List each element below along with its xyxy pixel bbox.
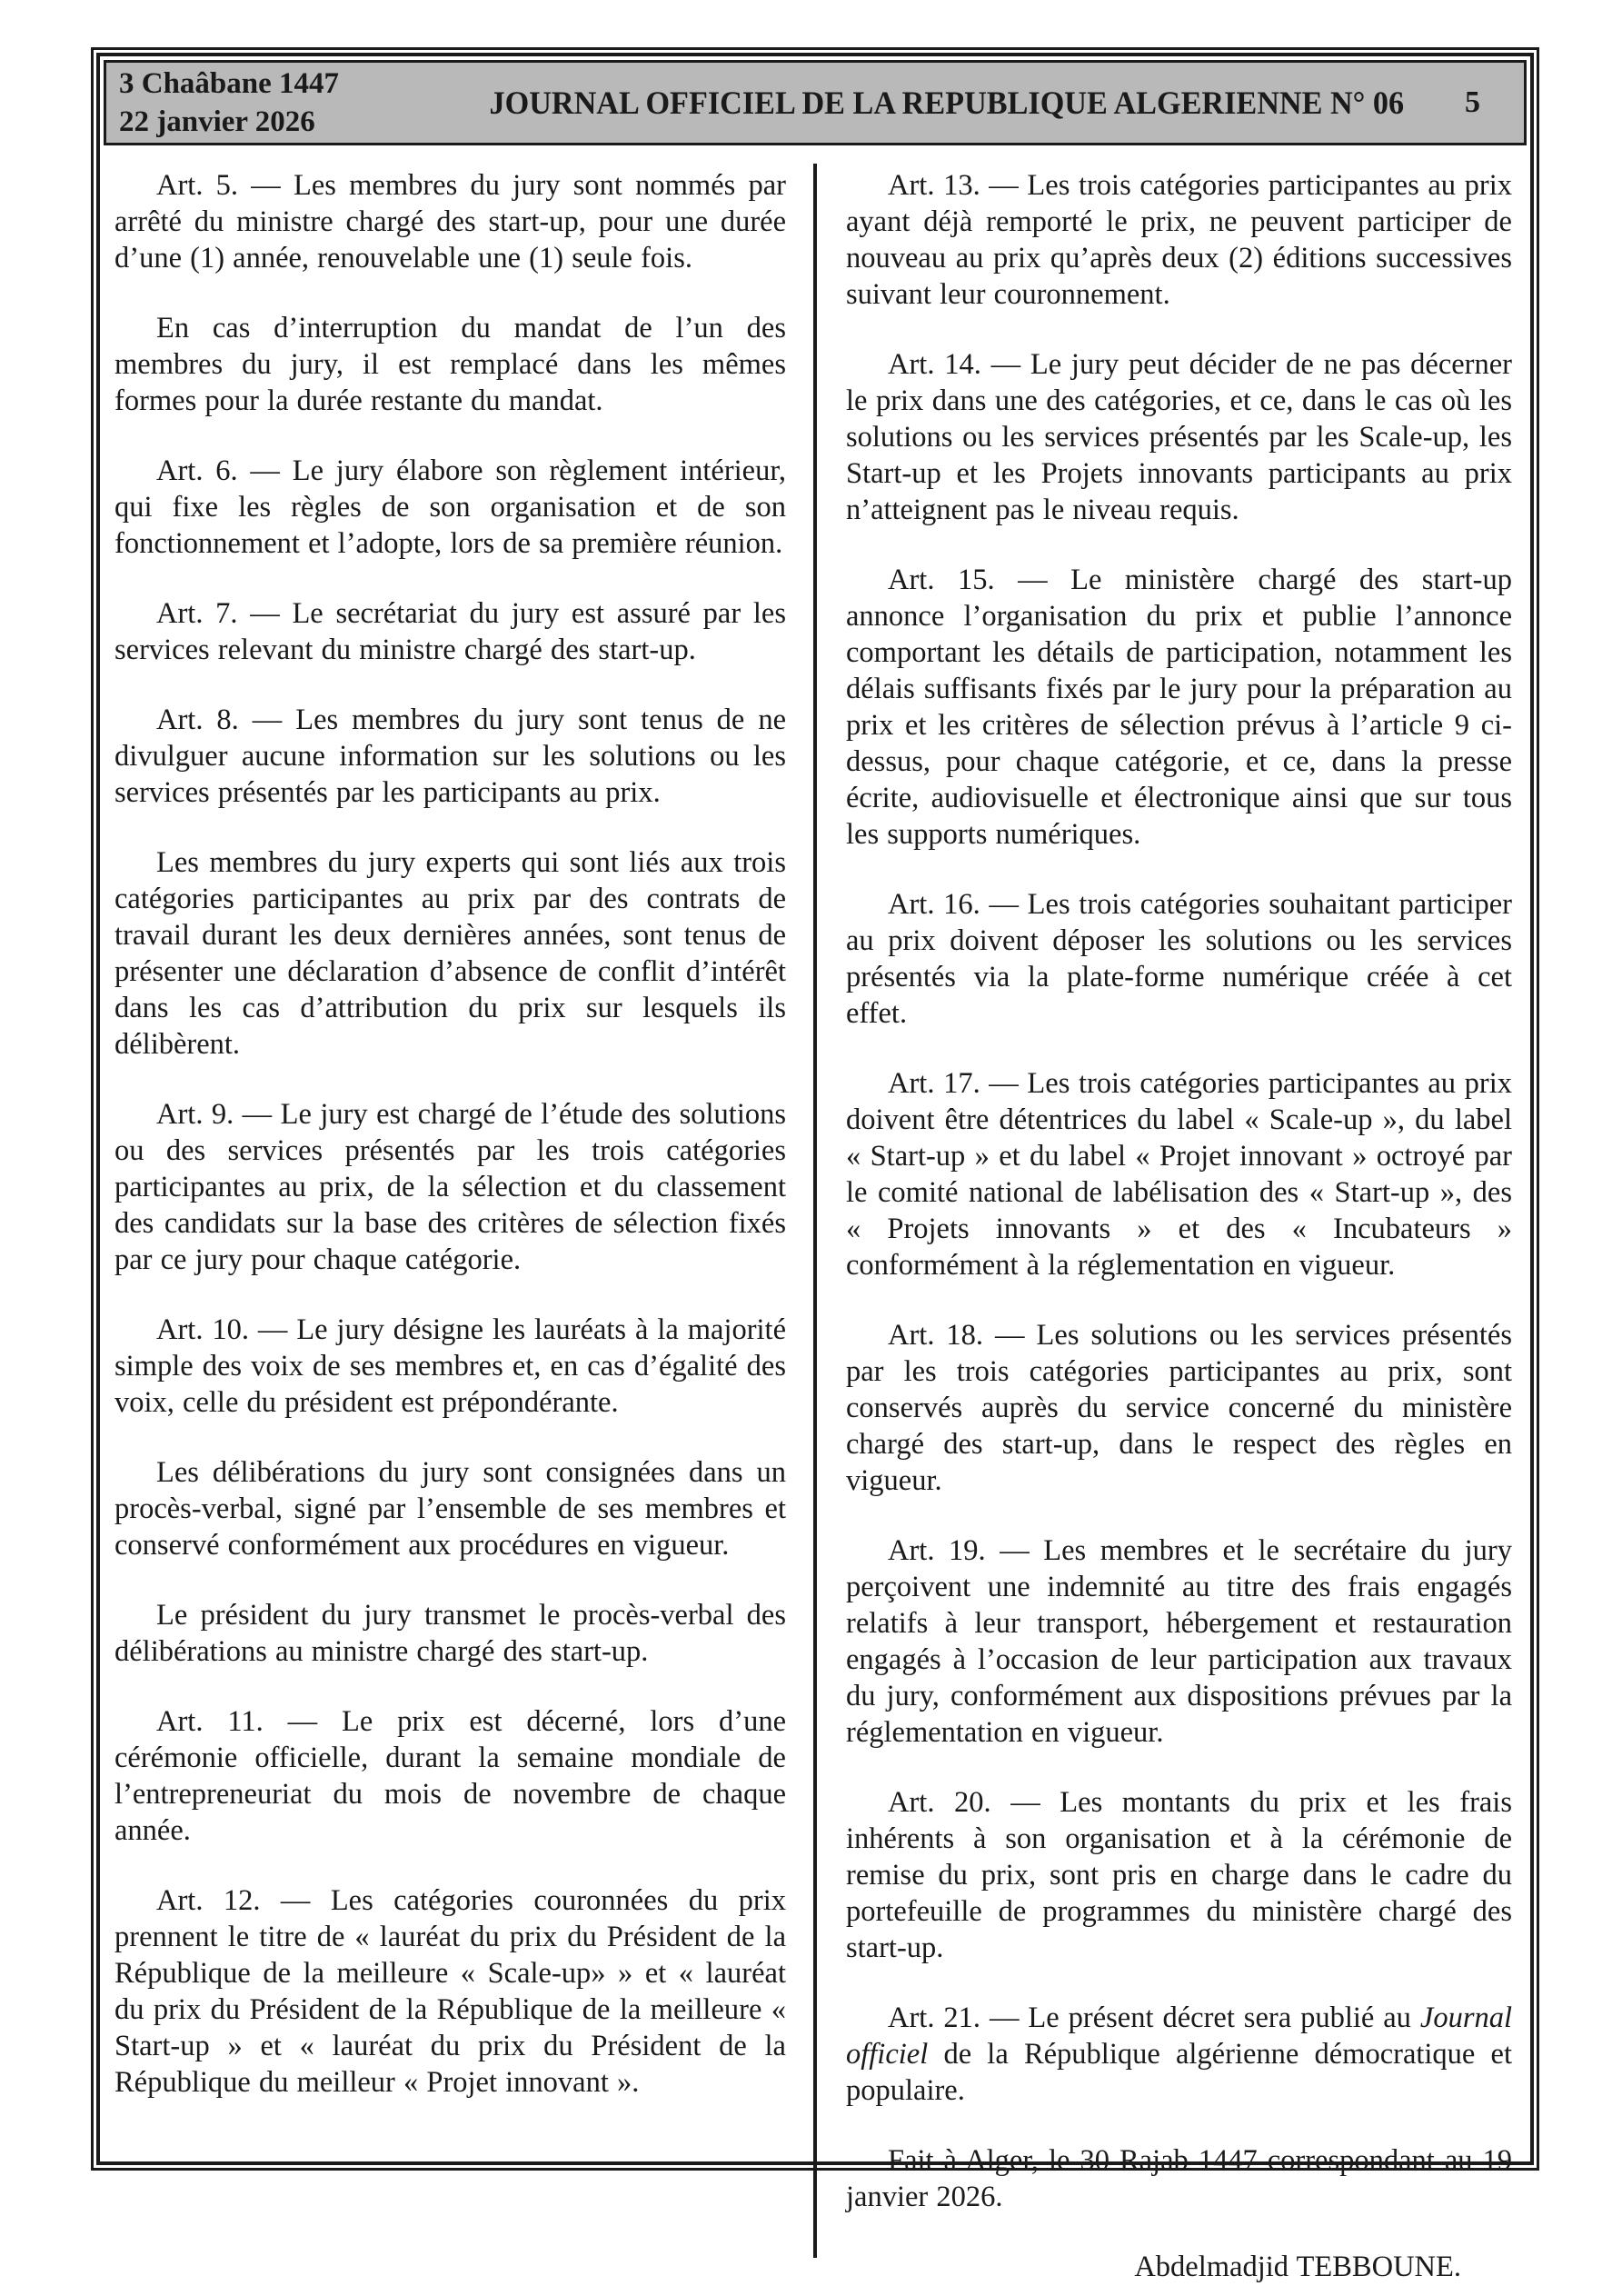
text-segment: Les membres du jury experts qui sont liés aux trois catégories participantes au prix par des contrats de travail durant les deux dernières années, sont tenus de présenter une déclaration d’absence de conflit d’intérêt dans les cas d’attribution du prix sur lesquels ils délibèrent. <box>114 846 786 1061</box>
paragraph <box>846 562 1512 853</box>
text-segment: Art. 13. — Les trois catégories participantes au prix ayant déjà remporté le prix, ne peuvent participer de nouveau au prix qu’après deux (2) éditions successives suivant leur couronnement. <box>846 169 1512 311</box>
text-segment: Art. 20. — Les montants du prix et les frais inhérents à son organisation et à la cérémonie de remise du prix, sont pris en charge dans le cadre du portefeuille de programmes du ministère chargé des start-up. <box>846 1786 1512 1964</box>
paragraph <box>114 453 786 562</box>
page-number: 5 <box>1465 85 1480 119</box>
text-segment: Art. 10. — Le jury désigne les lauréats à la majorité simple des voix de ses membres et, en cas d’égalité des voix, celle du président est prépondérante. <box>114 1313 786 1419</box>
article-columns <box>104 145 1527 2285</box>
paragraph <box>114 1882 786 2101</box>
paragraph <box>114 1454 786 1563</box>
page-frame <box>96 53 1534 2283</box>
paragraph <box>846 167 1512 313</box>
paragraph <box>846 886 1512 1032</box>
paragraph <box>114 702 786 811</box>
paragraph <box>114 310 786 419</box>
left-column <box>104 167 815 2285</box>
italic-text: Journal officiel <box>846 2002 1512 2071</box>
masthead-dates <box>106 65 428 141</box>
text-segment: Art. 6. — Le jury élabore son règlement intérieur, qui fixe les règles de son organisation et de son fonctionnement et l’adopte, lors de sa première réunion. <box>114 454 786 560</box>
paragraph <box>114 1703 786 1849</box>
paragraph <box>114 1096 786 1278</box>
paragraph <box>114 1312 786 1421</box>
text-segment: Art. 21. — Le présent décret sera publié au <box>888 2002 1420 2034</box>
text-segment: Art. 7. — Le secrétariat du jury est assuré par les services relevant du ministre chargé des start-up. <box>114 597 786 666</box>
text-segment: Art. 18. — Les solutions ou les services présentés par les trois catégories participantes au prix, sont conservés auprès du service concerné du ministère chargé des start-up, dans le respect des règles en vigueur. <box>846 1319 1512 1497</box>
text-segment: Art. 15. — Le ministère chargé des start-up annonce l’organisation du prix et publie l’annonce comportant les détails de participation, notamment les délais suffisants fixés par le jury pour la préparation au prix et les critères de sélection prévus à l’article 9 ci-dessus, pour chaque catégorie, et ce, dans la presse écrite, audiovisuelle et électronique ainsi que sur tous les supports numériques. <box>846 564 1512 851</box>
text-segment: En cas d’interruption du mandat de l’un des membres du jury, il est remplacé dans les mêmes formes pour la durée restante du mandat. <box>114 312 786 417</box>
paragraph <box>846 1065 1512 1283</box>
text-segment: Art. 19. — Les membres et le secrétaire du jury perçoivent une indemnité au titre des frais engagés relatifs à leur transport, hébergement et restauration engagés à l’occasion de leur participation aux travaux du jury, conformément aux dispositions prévues par la réglementation en vigueur. <box>846 1534 1512 1749</box>
paragraph <box>846 1317 1512 1499</box>
text-segment: Art. 12. — Les catégories couronnées du prix prennent le titre de « lauréat du prix du Président de la République de la meilleure « Scale-up» » et « lauréat du prix du Président de la République de la meilleure « Start-up » et « lauréat du prix du Président de la République du meilleur « Projet innovant ». <box>114 1884 786 2099</box>
masthead <box>104 60 1527 145</box>
paragraph <box>846 2142 1512 2215</box>
text-segment: Art. 8. — Les membres du jury sont tenus de ne divulguer aucune information sur les solutions ou les services présentés par les participants au prix. <box>114 704 786 809</box>
signature <box>846 2249 1512 2285</box>
text-segment: Art. 9. — Le jury est chargé de l’étude des solutions ou des services présentés par les trois catégories participantes au prix, de la sélection et du classement des candidats sur la base des critères de sélection fixés par ce jury pour chaque catégorie. <box>114 1098 786 1276</box>
date-gregorian: 22 janvier 2026 <box>119 105 315 138</box>
column-divider <box>813 164 817 2258</box>
text-segment: Fait à Alger, le 30 Rajab 1447 correspondant au 19 janvier 2026. <box>846 2144 1512 2213</box>
text-segment: Art. 5. — Les membres du jury sont nommés par arrêté du ministre chargé des start-up, pour une durée d’une (1) année, renouvelable une (1) seule fois. <box>114 169 786 275</box>
paragraph <box>114 844 786 1063</box>
paragraph <box>846 2000 1512 2109</box>
text-segment: Le président du jury transmet le procès-verbal des délibérations au ministre chargé des start-up. <box>114 1599 786 1668</box>
paragraph <box>846 1784 1512 1966</box>
text-segment: Les délibérations du jury sont consignées dans un procès-verbal, signé par l’ensemble de ses membres et conservé conformément aux procédures en vigueur. <box>114 1456 786 1562</box>
text-segment: Abdelmadjid TEBBOUNE. <box>1134 2251 1461 2283</box>
paragraph <box>114 1597 786 1670</box>
text-segment: Art. 14. — Le jury peut décider de ne pas décerner le prix dans une des catégories, et ce, dans le cas où les solutions ou les services présentés par les Scale-up, les Start-up et les Projets innovants participants au prix n’atteignent pas le niveau requis. <box>846 348 1512 526</box>
journal-title: JOURNAL OFFICIEL DE LA REPUBLIQUE ALGERIENNE N° 06 <box>489 85 1404 121</box>
date-hijri: 3 Chaâbane 1447 <box>119 67 340 100</box>
paragraph <box>114 167 786 276</box>
text-segment: Art. 11. — Le prix est décerné, lors d’une cérémonie officielle, durant la semaine mondiale de l’entrepreneuriat du mois de novembre de chaque année. <box>114 1705 786 1847</box>
text-segment: Art. 16. — Les trois catégories souhaitant participer au prix doivent déposer les solutions ou les services présentés via la plate-forme numérique créée à cet effet. <box>846 888 1512 1030</box>
paragraph <box>114 595 786 668</box>
paragraph <box>846 346 1512 528</box>
paragraph <box>846 1532 1512 1751</box>
right-column <box>815 167 1527 2285</box>
text-segment: Art. 17. — Les trois catégories participantes au prix doivent être détentrices du label « Scale-up », du label « Start-up » et du label « Projet innovant » octroyé par le comité national de labélisation des « Start-up », des « Projets innovants » et des « Incubateurs » conformément à la réglementation en vigueur. <box>846 1067 1512 1282</box>
page-frame-inner <box>104 60 1527 2283</box>
masthead-title-wrap <box>428 84 1465 122</box>
text-segment: de la République algérienne démocratique et populaire. <box>846 2038 1512 2107</box>
